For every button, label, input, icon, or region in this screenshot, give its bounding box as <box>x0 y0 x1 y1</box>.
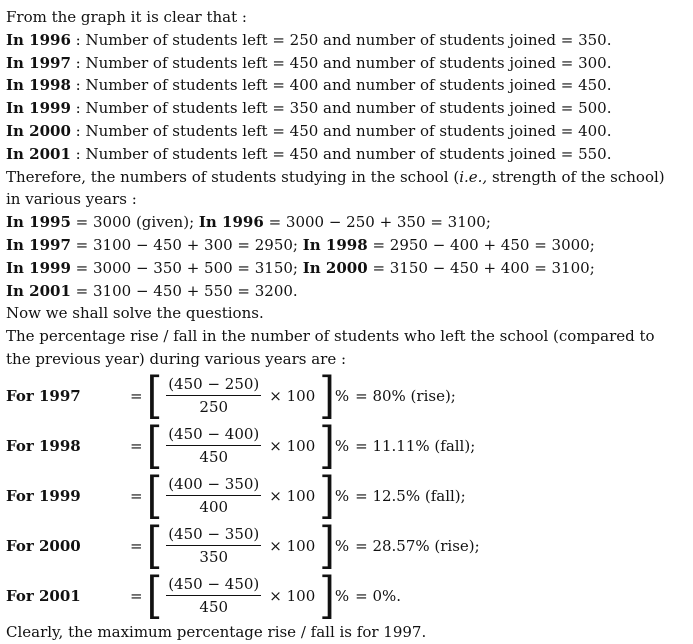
calculation-row <box>6 467 687 525</box>
strength-value: = 3100 − 450 + 300 = 2950; <box>70 235 303 254</box>
percentage-intro-2: the previous year) during various years are : <box>6 349 347 368</box>
calc-year-label: For 1999 <box>6 486 81 505</box>
left-bracket: [ <box>146 367 163 425</box>
therefore-text-b: strength of the school) <box>487 167 665 186</box>
year-line <box>6 97 687 120</box>
right-bracket: ] <box>319 567 335 625</box>
strength-value: = 3150 − 450 + 400 = 3100; <box>367 258 595 277</box>
right-bracket: ] <box>319 367 335 425</box>
calc-result: = 80% (rise); <box>355 386 456 405</box>
times-hundred: × 100 <box>269 486 316 505</box>
year-label: In 1999 <box>6 99 71 118</box>
strength-year: In 2001 <box>6 281 71 300</box>
percent-sign: % <box>334 536 350 555</box>
therefore-line-1 <box>6 166 687 189</box>
year-text: : Number of students left = 350 and number of students joined = 500. <box>70 99 612 118</box>
percent-sign: % <box>334 586 350 605</box>
strength-year: In 1995 <box>6 213 71 232</box>
year-label: In 1997 <box>6 53 71 72</box>
conclusion-text: Clearly, the maximum percentage rise / fall is for 1997. <box>6 622 427 641</box>
year-line <box>6 29 687 52</box>
right-bracket: ] <box>319 467 335 525</box>
therefore-text-a: Therefore, the numbers of students studying in the school ( <box>6 167 460 186</box>
percentage-intro-1: The percentage rise / fall in the number of students who left the school (compared to <box>6 327 655 346</box>
year-line <box>6 52 687 75</box>
numerator: (400 − 350) <box>166 475 261 496</box>
year-text: : Number of students left = 250 and number of students joined = 350. <box>70 30 612 49</box>
calc-year-label: For 2000 <box>6 536 81 555</box>
fraction <box>166 575 261 616</box>
fraction <box>166 525 261 566</box>
fraction-expression <box>146 567 350 625</box>
equals-sign: = <box>130 436 143 455</box>
numerator: (450 − 350) <box>166 525 261 546</box>
calculation-row <box>6 567 687 625</box>
numerator: (450 − 250) <box>166 375 261 396</box>
strength-year: In 1997 <box>6 235 71 254</box>
calc-year-label: For 2001 <box>6 586 81 605</box>
times-hundred: × 100 <box>269 386 316 405</box>
numerator: (450 − 400) <box>166 425 261 446</box>
left-bracket: [ <box>146 417 163 475</box>
calc-result: = 28.57% (rise); <box>355 536 480 555</box>
times-hundred: × 100 <box>269 536 316 555</box>
percent-sign: % <box>334 386 350 405</box>
times-hundred: × 100 <box>269 586 316 605</box>
denominator: 450 <box>199 448 229 467</box>
left-bracket: [ <box>146 567 163 625</box>
strength-value: = 3100 − 450 + 550 = 3200. <box>70 281 298 300</box>
therefore-line-2: in various years : <box>6 190 137 209</box>
strength-line <box>6 211 687 234</box>
equals-sign: = <box>130 536 143 555</box>
strength-line <box>6 257 687 280</box>
denominator: 250 <box>199 398 229 417</box>
equals-sign: = <box>130 486 143 505</box>
year-label: In 1998 <box>6 76 71 95</box>
calculation-list <box>6 367 687 625</box>
right-bracket: ] <box>319 417 335 475</box>
year-label: In 1996 <box>6 30 71 49</box>
fraction-expression <box>146 417 350 475</box>
year-label: In 2000 <box>6 121 71 140</box>
strength-value: = 3000 − 250 + 350 = 3100; <box>263 213 491 232</box>
now-solve-text: Now we shall solve the questions. <box>6 304 264 323</box>
fraction-expression <box>146 467 350 525</box>
fraction <box>166 375 261 416</box>
calc-year-label: For 1997 <box>6 386 81 405</box>
strength-year: In 1998 <box>302 235 368 254</box>
strength-value: = 2950 − 400 + 450 = 3000; <box>367 235 595 254</box>
denominator: 350 <box>199 548 229 567</box>
strength-value: = 3000 (given); <box>70 213 199 232</box>
year-line <box>6 143 687 166</box>
strength-year: In 2000 <box>302 258 368 277</box>
year-line <box>6 120 687 143</box>
calc-year-label: For 1998 <box>6 436 81 455</box>
year-line <box>6 74 687 97</box>
percent-sign: % <box>334 486 350 505</box>
equals-sign: = <box>130 386 143 405</box>
year-text: : Number of students left = 400 and number of students joined = 450. <box>70 76 612 95</box>
denominator: 400 <box>199 498 229 517</box>
intro-text: From the graph it is clear that : <box>6 8 247 26</box>
calculation-row <box>6 367 687 425</box>
calc-result: = 12.5% (fall); <box>355 486 466 505</box>
calculation-row <box>6 417 687 475</box>
fraction-expression <box>146 517 350 575</box>
percent-sign: % <box>334 436 350 455</box>
left-bracket: [ <box>146 517 163 575</box>
fraction-expression <box>146 367 350 425</box>
strength-line <box>6 234 687 257</box>
calculation-row <box>6 517 687 575</box>
therefore-ie: i.e., <box>459 167 488 186</box>
strength-year: In 1996 <box>198 213 264 232</box>
strength-line <box>6 280 687 303</box>
strength-value: = 3000 − 350 + 500 = 3150; <box>70 258 303 277</box>
strength-year: In 1999 <box>6 258 71 277</box>
calc-result: = 11.11% (fall); <box>355 436 476 455</box>
times-hundred: × 100 <box>269 436 316 455</box>
right-bracket: ] <box>319 517 335 575</box>
numerator: (450 − 450) <box>166 575 261 596</box>
year-text: : Number of students left = 450 and number of students joined = 400. <box>70 121 612 140</box>
year-list <box>6 29 687 166</box>
fraction <box>166 425 261 466</box>
calc-result: = 0%. <box>355 586 402 605</box>
left-bracket: [ <box>146 467 163 525</box>
year-text: : Number of students left = 450 and number of students joined = 550. <box>70 144 612 163</box>
equals-sign: = <box>130 586 143 605</box>
year-text: : Number of students left = 450 and number of students joined = 300. <box>70 53 612 72</box>
fraction <box>166 475 261 516</box>
year-label: In 2001 <box>6 144 71 163</box>
denominator: 450 <box>199 598 229 617</box>
